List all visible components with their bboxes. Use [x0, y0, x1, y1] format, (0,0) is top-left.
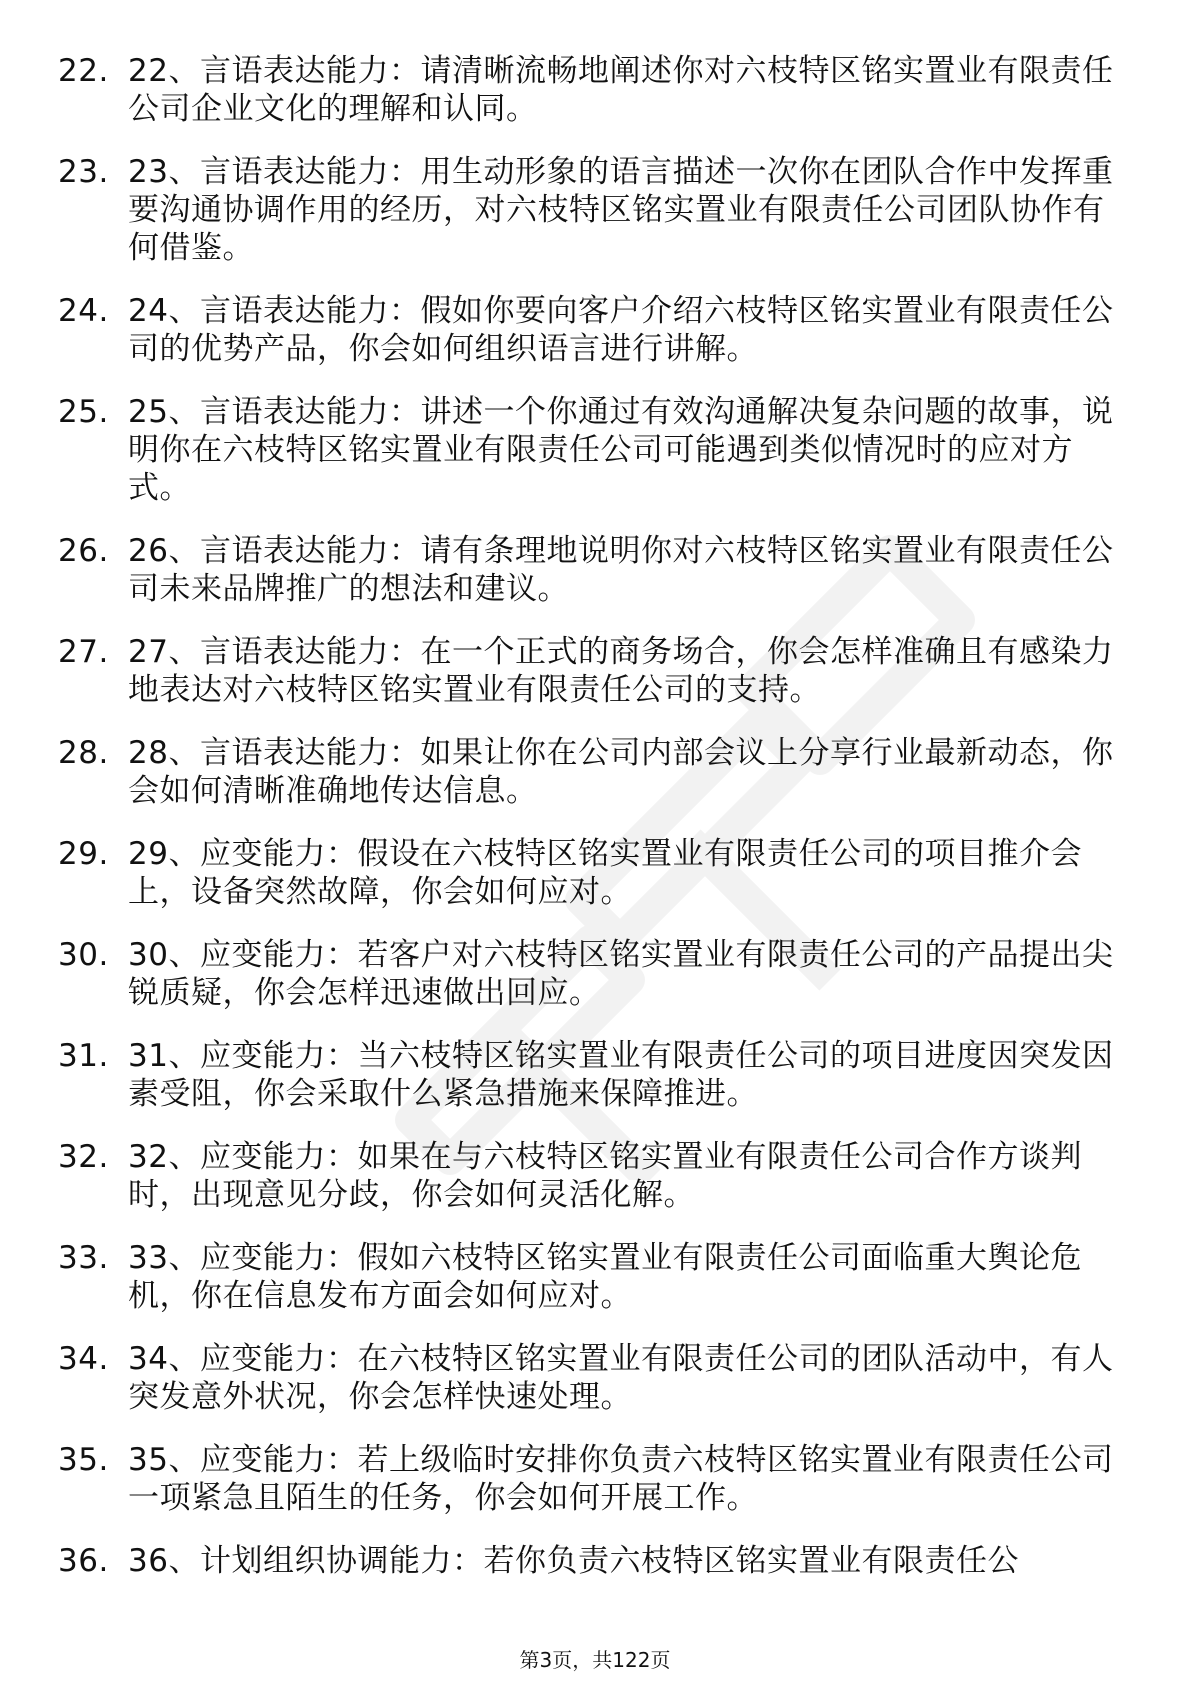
question-number: 28.: [58, 735, 109, 771]
question-text: 25、言语表达能力：讲述一个你通过有效沟通解决复杂问题的故事，说明你在六枝特区铭实置业有限责任公司可能遇到类似情况时的应对方式。: [128, 394, 1114, 506]
question-number: 32.: [58, 1139, 109, 1175]
question-number: 24.: [58, 293, 109, 329]
question-text: 26、言语表达能力：请有条理地说明你对六枝特区铭实置业有限责任公司未来品牌推广的想法和建议。: [128, 533, 1114, 607]
question-number: 34.: [58, 1341, 109, 1377]
list-item: [58, 1441, 1118, 1517]
question-text: 33、应变能力：假如六枝特区铭实置业有限责任公司面临重大舆论危机，你在信息发布方面会如何应对。: [128, 1240, 1082, 1314]
question-number: 26.: [58, 533, 109, 569]
question-text: 24、言语表达能力：假如你要向客户介绍六枝特区铭实置业有限责任公司的优势产品，你会如何组织语言进行讲解。: [128, 293, 1114, 367]
question-number: 36.: [58, 1543, 109, 1579]
question-text: 35、应变能力：若上级临时安排你负责六枝特区铭实置业有限责任公司一项紧急且陌生的任务，你会如何开展工作。: [128, 1442, 1114, 1516]
list-item: [58, 835, 1118, 911]
question-number: 29.: [58, 836, 109, 872]
list-item: [58, 292, 1118, 368]
question-text: 23、言语表达能力：用生动形象的语言描述一次你在团队合作中发挥重要沟通协调作用的经历，对六枝特区铭实置业有限责任公司团队协作有何借鉴。: [128, 154, 1114, 266]
page-footer: 第3页，共122页: [519, 1648, 671, 1672]
list-item: [58, 153, 1118, 267]
question-number: 33.: [58, 1240, 109, 1276]
question-number: 23.: [58, 154, 109, 190]
question-text: 27、言语表达能力：在一个正式的商务场合，你会怎样准确且有感染力地表达对六枝特区铭实置业有限责任公司的支持。: [128, 634, 1114, 708]
list-item: [58, 734, 1118, 810]
list-item: [58, 936, 1118, 1012]
question-text: 32、应变能力：如果在与六枝特区铭实置业有限责任公司合作方谈判时，出现意见分歧，你会如何灵活化解。: [128, 1139, 1082, 1213]
question-number: 30.: [58, 937, 109, 973]
question-text: 34、应变能力：在六枝特区铭实置业有限责任公司的团队活动中，有人突发意外状况，你会怎样快速处理。: [128, 1341, 1114, 1415]
list-item: [58, 633, 1118, 709]
question-text: 22、言语表达能力：请清晰流畅地阐述你对六枝特区铭实置业有限责任公司企业文化的理解和认同。: [128, 53, 1114, 127]
list-item: [58, 1542, 1118, 1580]
question-text: 28、言语表达能力：如果让你在公司内部会议上分享行业最新动态，你会如何清晰准确地传达信息。: [128, 735, 1114, 809]
list-item: [58, 52, 1118, 128]
question-text: 36、计划组织协调能力：若你负责六枝特区铭实置业有限责任公: [128, 1543, 1019, 1579]
list-item: [58, 1138, 1118, 1214]
question-number: 22.: [58, 53, 109, 89]
question-number: 27.: [58, 634, 109, 670]
list-item: [58, 532, 1118, 608]
list-item: [58, 1239, 1118, 1315]
question-text: 30、应变能力：若客户对六枝特区铭实置业有限责任公司的产品提出尖锐质疑，你会怎样迅速做出回应。: [128, 937, 1114, 1011]
list-item: [58, 1037, 1118, 1113]
question-text: 29、应变能力：假设在六枝特区铭实置业有限责任公司的项目推介会上，设备突然故障，你会如何应对。: [128, 836, 1082, 910]
question-text: 31、应变能力：当六枝特区铭实置业有限责任公司的项目进度因突发因素受阻，你会采取什么紧急措施来保障推进。: [128, 1038, 1114, 1112]
question-list: [58, 52, 1118, 1605]
question-number: 25.: [58, 394, 109, 430]
question-number: 31.: [58, 1038, 109, 1074]
list-item: [58, 1340, 1118, 1416]
list-item: [58, 393, 1118, 507]
question-number: 35.: [58, 1442, 109, 1478]
